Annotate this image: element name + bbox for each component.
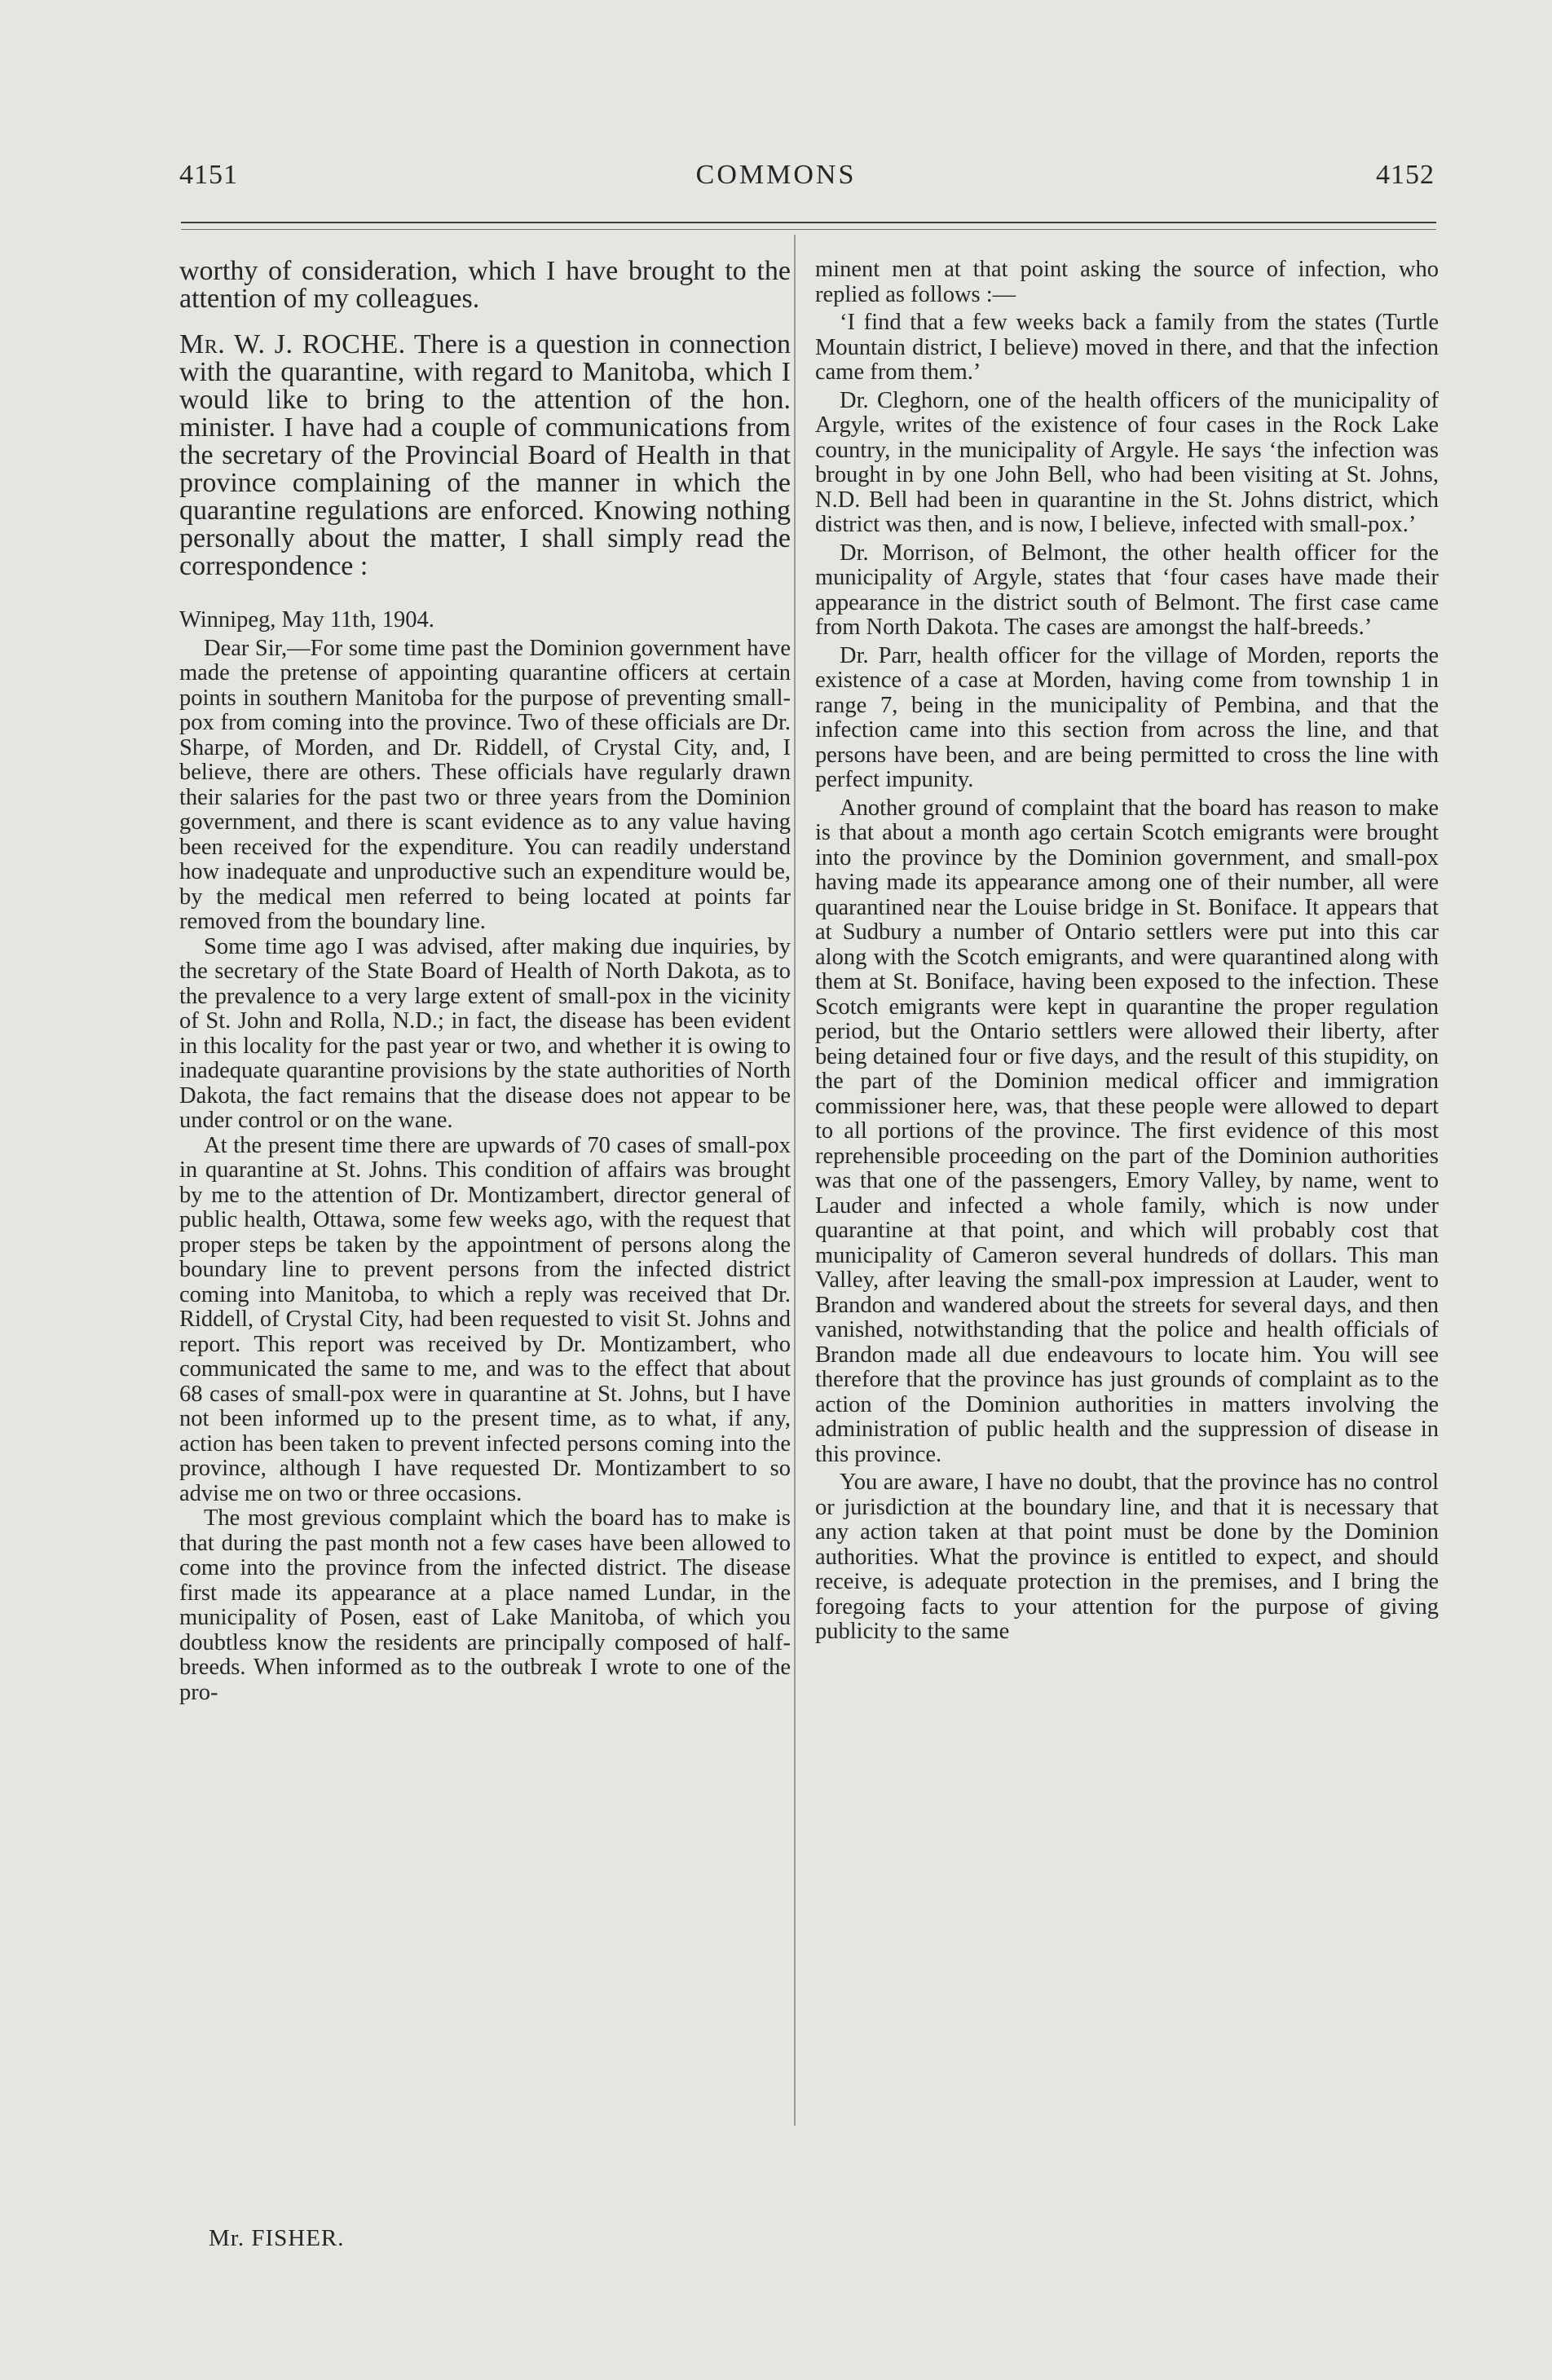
right-column	[815, 258, 1439, 1648]
page-title: COMMONS	[695, 160, 857, 190]
speech-text: There is a question in connection with the quarantine, with regard to Manitoba, which I would like to bring to the attention of the hon. minister. I have had a couple of communications from the secretary of the Provincial Board of Health in that province complaining of the manner in which the quarantine regulations are enforced. Knowing nothing personally about the matter, I shall simply read the correspondence :	[179, 329, 791, 581]
header-rule	[181, 222, 1436, 223]
right-page-number: 4152	[1376, 160, 1435, 190]
letter-paragraph: ‘I find that a few weeks back a family from the states (Turtle Mountain district, I believe) moved in there, and that the infection came from them.’	[815, 310, 1439, 385]
letter-paragraph: Dear Sir,—For some time past the Dominion government have made the pretense of appointing quarantine officers at certain points in southern Manitoba for the purpose of preventing small-pox from coming into the province. Two of these officials are Dr. Sharpe, of Morden, and Dr. Riddell, of Crystal City, and, I believe, there are others. These officials have regularly drawn their salaries for the past two or three years from the Dominion government, and there is scant evidence as to any value having been received for the expenditure. You can readily understand how inadequate and unproductive such an expenditure would be, by the medical men referred to being located at points far removed from the boundary line.	[179, 635, 791, 934]
header-rule-thin	[181, 229, 1436, 230]
letter-paragraph: Another ground of complaint that the board has reason to make is that about a month ago certain Scotch emigrants were brought into the province by the Dominion government, and small-pox having made its appearance among one of their number, all were quarantined near the Louise bridge in St. Boniface. It appears that at Sudbury a number of Ontario settlers were put into this car along with the Scotch emigrants, and were quarantined along with them at St. Boniface, having been exposed to the infection. These Scotch emigrants were kept in quarantine the proper regulation period, but the Ontario settlers were allowed their liberty, after being detained four or five days, and the result of this stupidity, on the part of the Dominion medical officer and immigration commissioner here, was, that these people were allowed to depart to all portions of the province. The first evidence of this most reprehensible proceeding on the part of the Dominion authorities was that one of the passengers, Emory Valley, by name, went to Lauder and infected a whole family, which is now under quarantine at that point, and which will probably cost that municipality of Cameron several hundreds of dollars. This man Valley, after leaving the small-pox impression at Lauder, went to Brandon and wandered about the streets for several days, and then vanished, notwithstanding that the police and health officials of Brandon made all due endeavours to locate him. You will see therefore that the province has just grounds of complaint as to the action of the Dominion authorities in matters involving the administration of public health and the suppression of disease in this province.	[815, 795, 1439, 1467]
left-page-number: 4151	[179, 160, 238, 190]
letter-paragraph: minent men at that point asking the source of infection, who replied as follows :—	[815, 257, 1439, 307]
paragraph: worthy of consideration, which I have brought to the attention of my colleagues.	[179, 256, 791, 314]
letter-paragraph: The most grevious complaint which the board has to make is that during the past month not a few cases have been allowed to come into the province from the infected district. The disease first made its appearance at a place named Lundar, in the municipality of Posen, east of Lake Manitoba, of which you doubtless know the residents are principally composed of half-breeds. When informed as to the outbreak I wrote to one of the pro-	[179, 1505, 791, 1705]
letter-paragraph: You are aware, I have no doubt, that the province has no control or jurisdiction at the boundary line, and that it is necessary that any action taken at that point must be done by the Dominion authorities. What the province is entitled to expect, and should receive, is adequate protection in the premises, and I bring the foregoing facts to your attention for the purpose of giving publicity to the same	[815, 1470, 1439, 1644]
next-speaker: Mr. FISHER.	[209, 2225, 345, 2251]
letter-paragraph: Dr. Parr, health officer for the village of Morden, reports the existence of a case at Morden, having come from township 1 in range 7, being in the municipality of Pembina, and that the infection came into this section from across the line, and that persons have been, and are being permitted to cross the line with perfect impunity.	[815, 642, 1439, 792]
column-divider	[794, 235, 796, 2126]
speaker-name: Mr. W. J. ROCHE.	[179, 329, 406, 359]
letter-dateline: Winnipeg, May 11th, 1904.	[179, 607, 434, 632]
letter-paragraph: At the present time there are upwards of 70 cases of small-pox in quarantine at St. Johns. This condition of affairs was brought by me to the attention of Dr. Montizambert, director general of public health, Ottawa, some few weeks ago, with the request that proper steps be taken by the appointment of persons along the boundary line to prevent persons from the infected district coming into Manitoba, to which a reply was received that Dr. Riddell, of Crystal City, had been requested to visit St. Johns and report. This report was received by Dr. Montizambert, who communicated the same to me, and was to the effect that about 68 cases of small-pox were in quarantine at St. Johns, but I have not been informed up to the present time, as to what, if any, action has been taken to prevent infected persons coming into the province, although I have requested Dr. Montizambert to so advise me on two or three occasions.	[179, 1132, 791, 1506]
letter-paragraph: Dr. Cleghorn, one of the health officers of the municipality of Argyle, writes of the existence of four cases in the Rock Lake country, in the municipality of Argyle. He says ‘the infection was brought in by one John Bell, who had been visiting at St. Johns, N.D. Bell had been in quarantine in the St. Johns district, which district was then, and is now, I believe, infected with small-pox.’	[815, 387, 1439, 537]
letter-paragraph: Some time ago I was advised, after making due inquiries, by the secretary of the State Board of Health of North Dakota, as to the prevalence to a very large extent of small-pox in the vicinity of St. John and Rolla, N.D.; in fact, the disease has been evident in this locality for the past year or two, and whether it is owing to inadequate quarantine provisions by the state authorities of North Dakota, the fact remains that the disease does not appear to be under control or on the wane.	[179, 933, 791, 1133]
letter-paragraph: Dr. Morrison, of Belmont, the other health officer for the municipality of Argyle, states that ‘four cases have made their appearance in the district south of Belmont. The first case came from North Dakota. The cases are amongst the half-breeds.’	[815, 540, 1439, 640]
roche-paragraph	[179, 331, 791, 580]
left-column	[179, 258, 791, 1705]
